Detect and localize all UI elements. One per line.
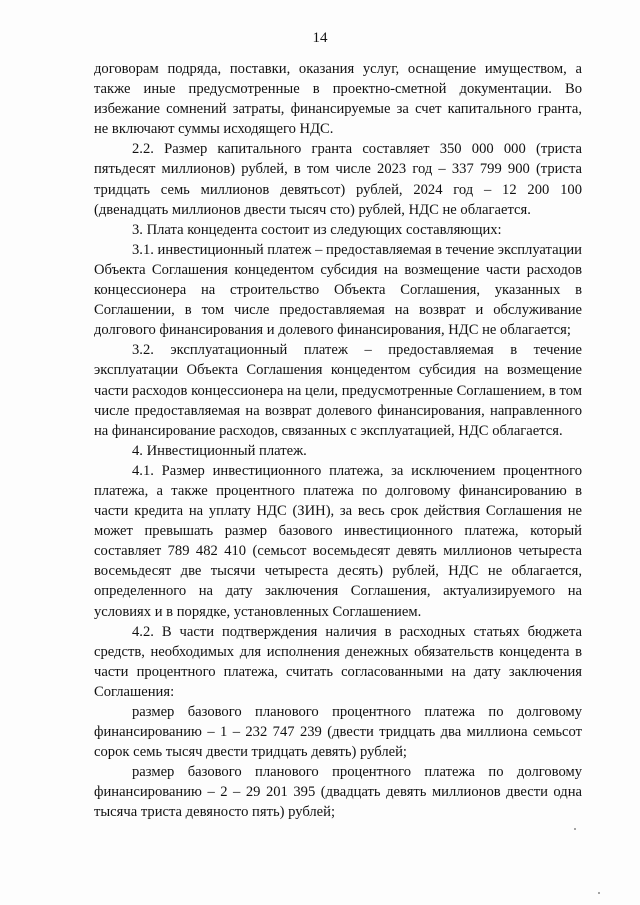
paragraph-4-2: 4.2. В части подтверждения наличия в расходных статьях бюджета средств, необходимых для исполнения денежных обязательств концедента в части процентного платежа, считать согласованными на дату заключения Соглашения: [94,623,582,700]
document-body [94,59,582,823]
paragraph-3-1: 3.1. инвестиционный платеж – предоставляемая в течение эксплуатации Объекта Соглашения концедентом субсидия на возмещение части расходов концессионера на строительство Объекта Соглашения, указанных в Соглашении, в том числе предоставляемая на возврат и обслуживание долгового финансирования и долевого финансирования, НДС не облагается; [94,241,582,339]
paragraph-4: 4. Инвестиционный платеж. [132,442,307,459]
paragraph-4-1: 4.1. Размер инвестиционного платежа, за исключением процентного платежа, а также процентного платежа по долговому финансированию в части кредита на уплату НДС (ЗИН), за весь срок действия Соглашения не может превышать размер базового инвестиционного платежа, который составляет 789 482 410 (семьсот восемьдесят девять миллионов четыреста восемьдесят две тысячи четыреста десять) рублей, НДС не облагается, определенного на дату заключения Соглашения, актуализируемого на условиях и в порядке, установленных Соглашением. [94,462,582,620]
paragraph-interest-payment-2: размер базового планового процентного платежа по долговому финансированию – 2 – 29 201 395 (двадцать девять миллионов двести одна тысяча триста девяносто пять) рублей; [94,764,582,821]
paragraph-3: 3. Плата концедента состоит из следующих составляющих: [132,221,502,238]
scan-artifact [574,828,576,830]
paragraph-continuation: договорам подряда, поставки, оказания услуг, оснащение имуществом, а также иные предусмотренные в проектно-сметной документации. Во избежание сомнений затраты, финансируемые за счет капитального гранта, не включают суммы исходящего НДС. [94,61,582,138]
paragraph-3-2: 3.2. эксплуатационный платеж – предоставляемая в течение эксплуатации Объекта Соглашения концедентом субсидия на возмещение части расходов концессионера на цели, предусмотренные Соглашением, в том числе предоставляемая на возврат долевого финансирования, направленного на финансирование расходов, связанных с эксплуатацией, НДС облагается. [94,342,582,439]
paragraph-interest-payment-1: размер базового планового процентного платежа по долговому финансированию – 1 – 232 747 239 (двести тридцать два миллиона семьсот сорок семь тысяч двести тридцать девять) рублей; [94,704,582,761]
paragraph-2-2: 2.2. Размер капитального гранта составляет 350 000 000 (триста пятьдесят миллионов) рублей, в том числе 2023 год – 337 799 900 (триста тридцать семь миллионов девятьсот) рублей, 2024 год – 12 200 100 (двенадцать миллионов двести тысяч сто) рублей, НДС не облагается. [94,141,582,218]
scan-artifact [598,892,600,894]
page-number: 14 [312,30,328,46]
